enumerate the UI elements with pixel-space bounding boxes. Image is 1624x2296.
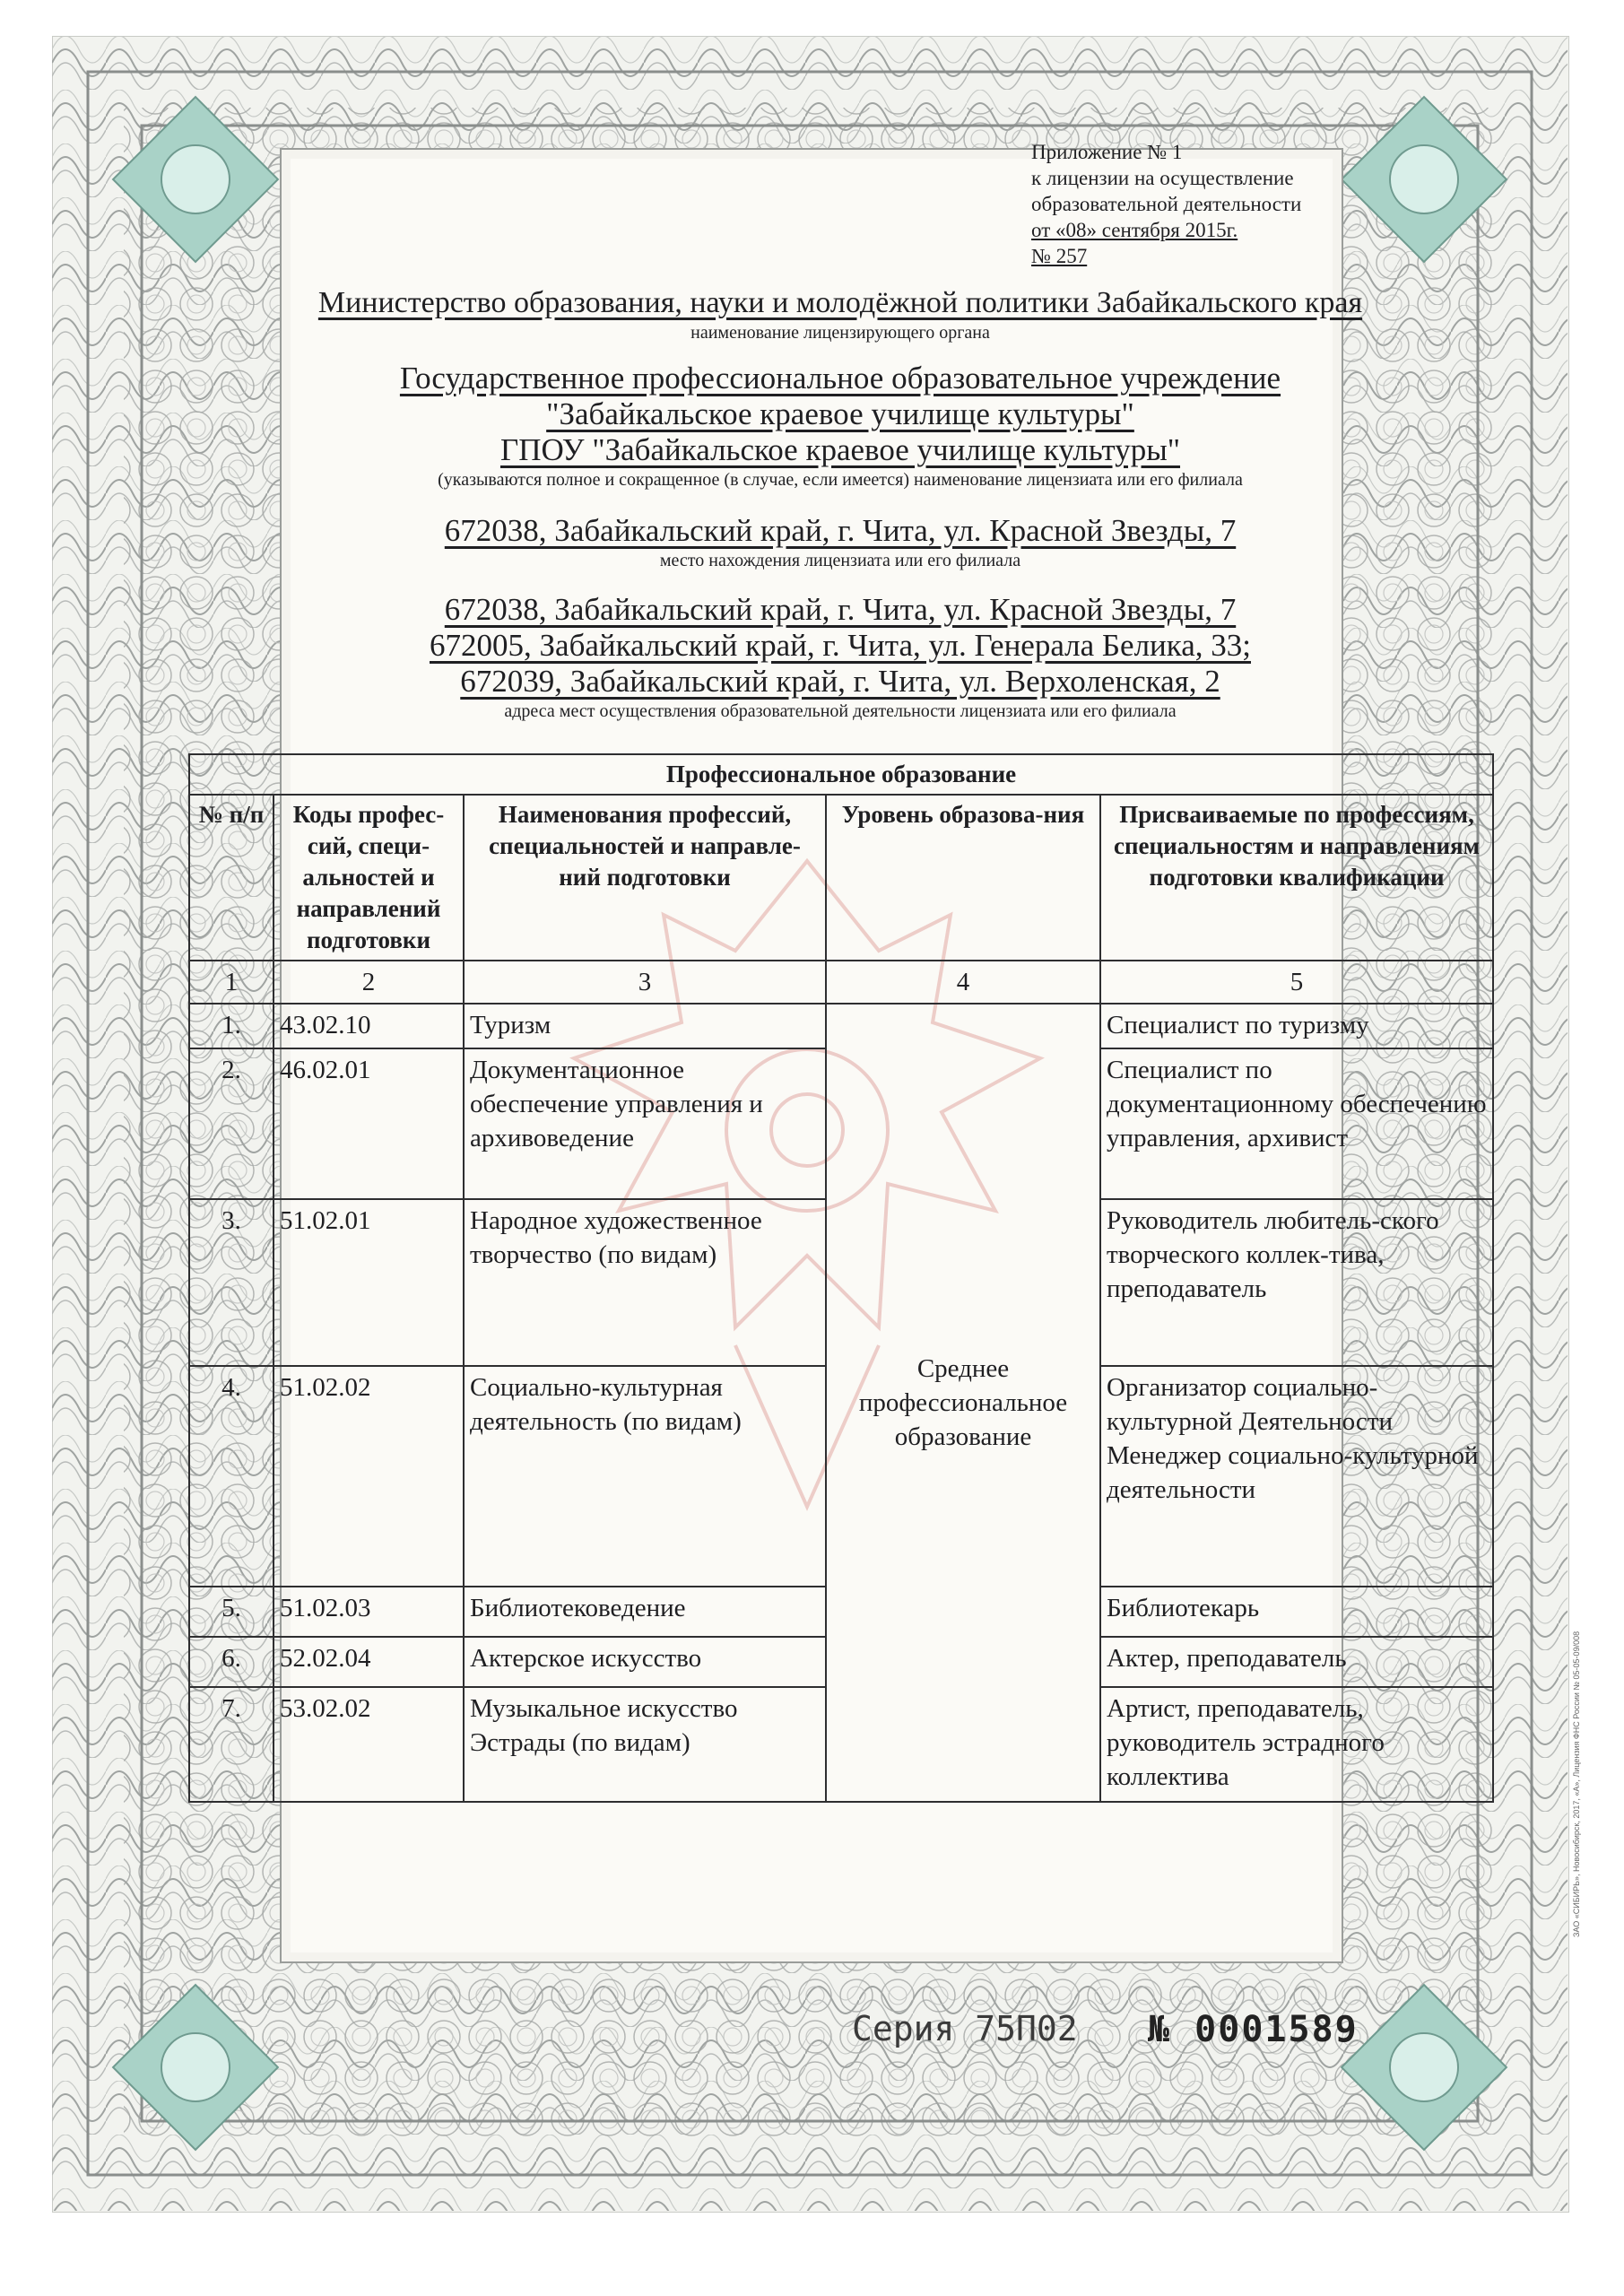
table-row	[189, 1004, 1493, 1048]
row-num: 5.	[189, 1587, 274, 1637]
blank-number: № 0001589	[1148, 2009, 1359, 2050]
row-qualification: Актер, преподаватель	[1100, 1637, 1493, 1687]
row-code: 51.02.02	[274, 1366, 464, 1587]
licensee-name-quoted: "Забайкальское краевое училище культуры"	[546, 396, 1134, 431]
row-qualification: Специалист по туризму	[1100, 1004, 1493, 1048]
activity-address-1: 672038, Забайкальский край, г. Чита, ул. Красной Звезды, 7	[444, 592, 1237, 627]
row-name: Народное художественное творчество (по видам)	[464, 1199, 826, 1366]
column-number: 3	[464, 961, 826, 1004]
header-level: Уровень образова-ния	[826, 795, 1100, 961]
education-level: Среднее профессиональное образование	[826, 1004, 1100, 1802]
row-num: 2.	[189, 1048, 274, 1199]
blank-series: Серия 75П02	[852, 2009, 1078, 2048]
location-block	[188, 513, 1492, 570]
row-code: 51.02.01	[274, 1199, 464, 1366]
appendix-date: от «08» сентября 2015г.	[1031, 219, 1238, 241]
table-title: Профессиональное образование	[189, 754, 1493, 795]
header-qualification: Присваиваемые по профессиям, специальностям и направлениям подготовки квалификации	[1100, 795, 1493, 961]
row-name: Библиотековедение	[464, 1587, 826, 1637]
column-number: 4	[826, 961, 1100, 1004]
appendix-number: № 257	[1031, 245, 1088, 267]
row-num: 3.	[189, 1199, 274, 1366]
row-code: 51.02.03	[274, 1587, 464, 1637]
row-num: 1.	[189, 1004, 274, 1048]
row-qualification: Руководитель любитель-ского творческого коллек-тива, преподаватель	[1100, 1199, 1493, 1366]
row-code: 53.02.02	[274, 1687, 464, 1802]
row-qualification: Организатор социально-культурной Деятельности Менеджер социально-культурной деятельности	[1100, 1366, 1493, 1587]
row-name: Музыкальное искусство Эстрады (по видам)	[464, 1687, 826, 1802]
authority-name: Министерство образования, науки и молодёжной политики Забайкальского края	[317, 286, 1363, 319]
row-name: Социально-культурная деятельность (по видам)	[464, 1366, 826, 1587]
row-qualification: Специалист по документационному обеспечению управления, архивист	[1100, 1048, 1493, 1199]
location-caption: место нахождения лицензиата или его филиала	[659, 551, 1021, 570]
column-number: 5	[1100, 961, 1493, 1004]
row-name: Документационное обеспечение управления и архивоведение	[464, 1048, 826, 1199]
appendix-reference	[1031, 139, 1363, 269]
licensee-full-name: Государственное профессиональное образовательное учреждение	[399, 361, 1281, 396]
row-num: 6.	[189, 1637, 274, 1687]
authority-caption: наименование лицензирующего органа	[690, 323, 990, 343]
printer-note-text: ЗАО «СИБИРЬ», Новосибирск, 2017, «А», Лицензия ФНС России № 05-05-09/008	[1572, 1631, 1581, 1937]
education-programs-table	[188, 753, 1494, 1803]
row-num: 4.	[189, 1366, 274, 1587]
row-qualification: Библиотекарь	[1100, 1587, 1493, 1637]
activity-addresses-block	[188, 592, 1492, 721]
row-qualification: Артист, преподаватель, руководитель эстрадного коллектива	[1100, 1687, 1493, 1802]
header-num: № п/п	[189, 795, 274, 961]
printer-note	[1565, 1309, 1586, 1937]
activity-address-2: 672005, Забайкальский край, г. Чита, ул. Генерала Белика, 33;	[430, 628, 1251, 663]
header-code: Коды профес-сий, специ-альностей и направлений подготовки	[274, 795, 464, 961]
licensee-caption: (указываются полное и сокращенное (в случае, если имеется) наименование лицензиата или его филиала	[438, 470, 1243, 490]
column-number: 2	[274, 961, 464, 1004]
column-number: 1	[189, 961, 274, 1004]
appendix-line-activity: образовательной деятельности	[1031, 193, 1302, 215]
licensee-short-name: ГПОУ "Забайкальское краевое училище культуры"	[499, 432, 1181, 467]
appendix-line-license: к лицензии на осуществление	[1031, 167, 1294, 189]
licensee-block	[188, 361, 1492, 490]
location-address: 672038, Забайкальский край, г. Чита, ул. Красной Звезды, 7	[444, 513, 1237, 548]
appendix-title: Приложение № 1	[1031, 141, 1183, 163]
row-code: 52.02.04	[274, 1637, 464, 1687]
row-code: 46.02.01	[274, 1048, 464, 1199]
activity-address-3: 672039, Забайкальский край, г. Чита, ул. Верхоленская, 2	[460, 664, 1220, 699]
row-code: 43.02.10	[274, 1004, 464, 1048]
row-num: 7.	[189, 1687, 274, 1802]
row-name: Актерское искусство	[464, 1637, 826, 1687]
row-name: Туризм	[464, 1004, 826, 1048]
activity-addresses-caption: адреса мест осуществления образовательной деятельности лицензиата или его филиала	[504, 701, 1177, 721]
authority-block	[188, 285, 1492, 343]
header-name: Наименования профессий, специальностей и направле-ний подготовки	[464, 795, 826, 961]
